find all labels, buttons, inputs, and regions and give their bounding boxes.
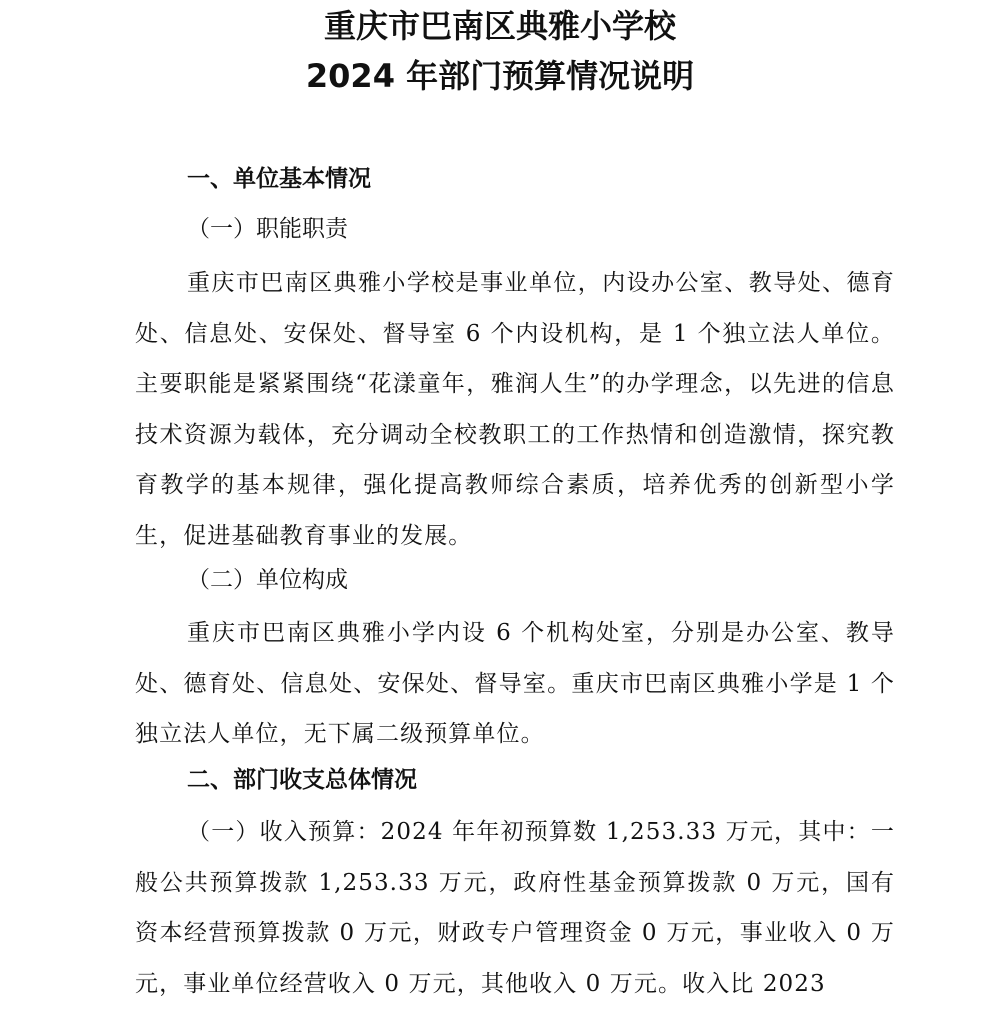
section-2-heading: 二、部门收支总体情况 [187,767,417,793]
section-1-subheading-duties: （一）职能职责 [187,216,348,242]
document-title-line-2: 2024 年部门预算情况说明 [305,57,695,95]
document-title-line-1: 重庆市巴南区典雅小学校 [323,7,676,45]
section-2-income-paragraph: （一）收入预算：2024 年年初预算数 1,253.33 万元，其中：一般公共预算拨款 1,253.33 万元，政府性基金预算拨款 0 万元，国有资本经营预算拨款 0 万元，财政专户管理资金 0 万元，事业收入 0 万元，事业单位经营收入 0 万元，其他收入 0 万元。收入比 2023 [135,819,895,997]
section-1-subheading-composition: （二）单位构成 [187,567,348,593]
section-1-duties-paragraph: 重庆市巴南区典雅小学校是事业单位，内设办公室、教导处、德育处、信息处、安保处、督导室 6 个内设机构，是 1 个独立法人单位。主要职能是紧紧围绕“花漾童年，雅润人生”的办学理念，以先进的信息技术资源为载体，充分调动全校教职工的工作热情和创造激情，探究教育教学的基本规律，强化提高教师综合素质，培养优秀的创新型小学生，促进基础教育事业的发展。 [135,270,895,549]
section-1-heading: 一、单位基本情况 [187,166,371,192]
section-1-composition-paragraph: 重庆市巴南区典雅小学内设 6 个机构处室，分别是办公室、教导处、德育处、信息处、安保处、督导室。重庆市巴南区典雅小学是 1 个独立法人单位，无下属二级预算单位。 [135,620,895,747]
